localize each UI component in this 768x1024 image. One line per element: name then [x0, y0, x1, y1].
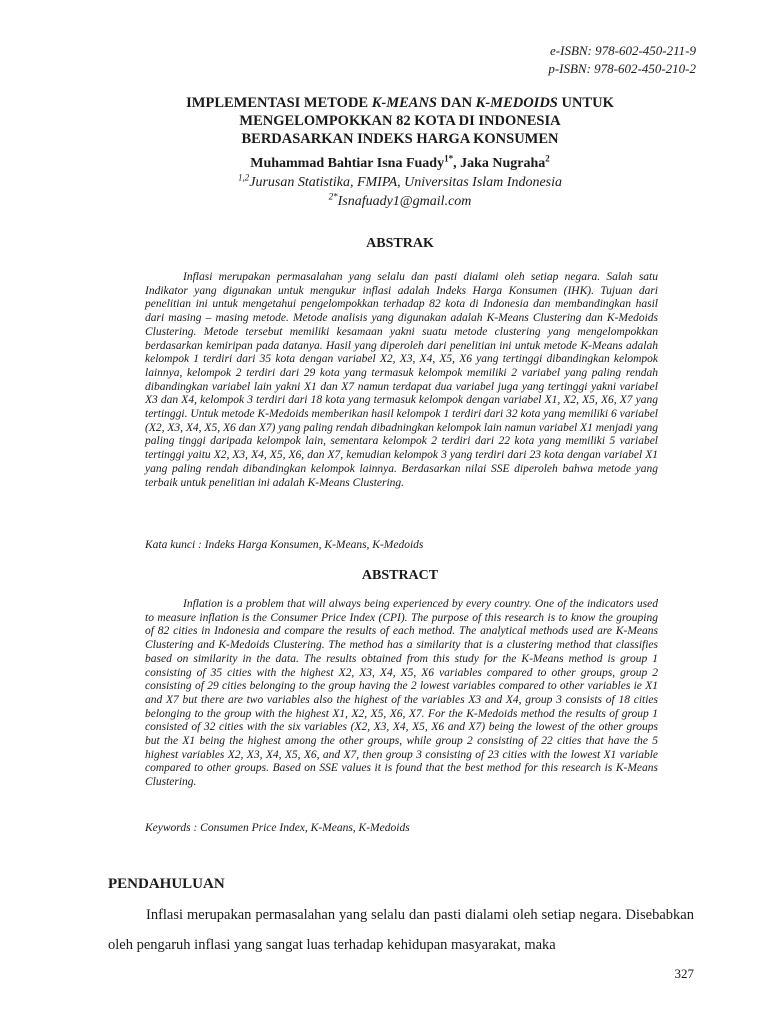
section-body: Inflasi merupakan permasalahan yang selalu dan pasti dialami oleh setiap negara. Disebabkan oleh pengaruh inflasi yang sangat luas terhadap kehidupan masyarakat, maka	[108, 907, 694, 953]
page-number: 327	[674, 966, 694, 981]
affiliation	[100, 173, 700, 192]
section-heading: PENDAHULUAN	[108, 876, 225, 892]
author-2: , Jaka Nugraha	[453, 156, 546, 171]
affiliation-text: Jurusan Statistika, FMIPA, Universitas Islam Indonesia	[249, 175, 563, 190]
author-2-sup: 2	[545, 153, 550, 164]
abstrak-keywords: Kata kunci : Indeks Harga Konsumen, K-Means, K-Medoids	[145, 539, 424, 551]
author-names	[100, 154, 700, 173]
author-1-sup: 1*	[444, 153, 454, 164]
author-1: Muhammad Bahtiar Isna Fuady	[250, 156, 445, 171]
abstrak-heading: ABSTRAK	[366, 236, 434, 251]
authors-block	[100, 154, 700, 211]
abstract-text: Inflation is a problem that will always being experienced by every country. One of the indicators used to measure inflation is the Consumer Price Index (CPI). The purpose of this research is to know the grouping of 82 cities in Indonesia and compare the results of each method. The analytical methods used are K-Means Clustering and K-Medoids Clustering. The method has a similarity that is a clustering method that classifies based on similarity in the data. The results obtained from this study for the K-Means method is group 1 consisting of 35 cities with the highest X2, X3, X4, X5, X6 variables compared to other groups, group 2 consisting of 29 cities belonging to the group having the 2 lowest variables compared to other variables ie X1 and X7 but there are two variables also the highest of the variables X3 and X4, group 3 consists of 18 cities belonging to the group with the highest X1, X2, X5, X6, X7. For the K-Medoids method the results of group 1 consisted of 32 cities with the six variables (X2, X3, X4, X5, X6 and X7) being the lowest of the other groups but the X1 being the highest among the other groups, while group 2 consisting of 22 cities that have the 5 highest variables X2, X3, X4, X5, X6, and X7, then group 3 consisting of 23 cities with the lowest X1 variable compared to other groups. Based on SSE values it is found that the best method for this research is K-Means Clustering.	[145, 598, 658, 789]
title-part: IMPLEMENTASI METODE	[186, 95, 372, 111]
paper-title	[100, 94, 700, 148]
abstract-keywords: Keywords : Consumen Price Index, K-Means, K-Medoids	[145, 822, 410, 834]
email-sup: 2*	[328, 191, 338, 202]
title-kmeans: K-MEANS	[371, 95, 437, 111]
abstrak-text: Inflasi merupakan permasalahan yang selalu dan pasti dialami oleh setiap negara. Salah satu Indikator yang digunakan untuk mengukur inflasi adalah Indeks Harga Konsumen (IHK). Tujuan dari penelitian ini untuk mengetahui pengelompokkan terhadap 82 kota di Indonesia dan membandingkan hasil dari masing – masing metode. Metode analisis yang digunakan adalah K-Means Clustering dan K-Medoids Clustering. Metode tersebut memiliki kesamaan yakni suatu metode clustering yang mengelompokkan berdasarkan kemiripan pada datanya. Hasil yang diperoleh dari penelitian ini untuk metode K-Means adalah kelompok 1 terdiri dari 35 kota dengan variabel X2, X3, X4, X5, X6 yang tertinggi dibandingkan kelompok lainnya, kelompok 2 terdiri dari 29 kota yang termasuk kelompok memiliki 2 variabel yang paling rendah dibandingkan variabel lain yakni X1 dan X7 namun terdapat dua variabel juga yang tertinggi yakni variabel X3 dan X4, kelompok 3 terdiri dari 18 kota yang termasuk kelompok dengan variabel X1, X2, X5, X6, X7 yang tertinggi. Untuk metode K-Medoids memberikan hasil kelompok 1 terdiri dari 32 kota yang memiliki 6 variabel (X2, X3, X4, X5, X6 dan X7) yang paling rendah dibadningkan kelompok lain namun variabel X1 menjadi yang paling tinggi daripada kelompok lain, sementara kelompok 2 terdiri dari 22 kota yang memiliki 5 variabel tertinggi yaitu X2, X3, X4, X5, X6, dan X7, kemudian kelompok 3 yang terdiri dari 23 kota dengan variabel X1 yang paling rendah dibandingkan kelompok lainnya. Berdasarkan nilai SSE diperoleh bahwa metode yang terbaik untuk penelitian ini adalah K-Means Clustering.	[145, 271, 658, 489]
pisbn-text: p-ISBN: 978-602-450-210-2	[548, 61, 696, 76]
isbn-block	[548, 42, 696, 78]
email-text: Isnafuady1@gmail.com	[337, 194, 472, 209]
title-line-3: BERDASARKAN INDEKS HARGA KONSUMEN	[241, 131, 559, 147]
title-line-2: MENGELOMPOKKAN 82 KOTA DI INDONESIA	[239, 113, 561, 129]
title-kmedoids: K-MEDOIDS	[475, 95, 558, 111]
title-part: DAN	[437, 95, 476, 111]
title-line-1	[100, 94, 700, 112]
affiliation-sup: 1,2	[237, 172, 250, 183]
eisbn-text: e-ISBN: 978-602-450-211-9	[550, 43, 696, 58]
abstrak-body	[145, 271, 658, 490]
abstract-body	[145, 598, 658, 790]
abstract-heading: ABSTRACT	[361, 568, 439, 583]
title-part: UNTUK	[557, 95, 614, 111]
email	[100, 192, 700, 211]
